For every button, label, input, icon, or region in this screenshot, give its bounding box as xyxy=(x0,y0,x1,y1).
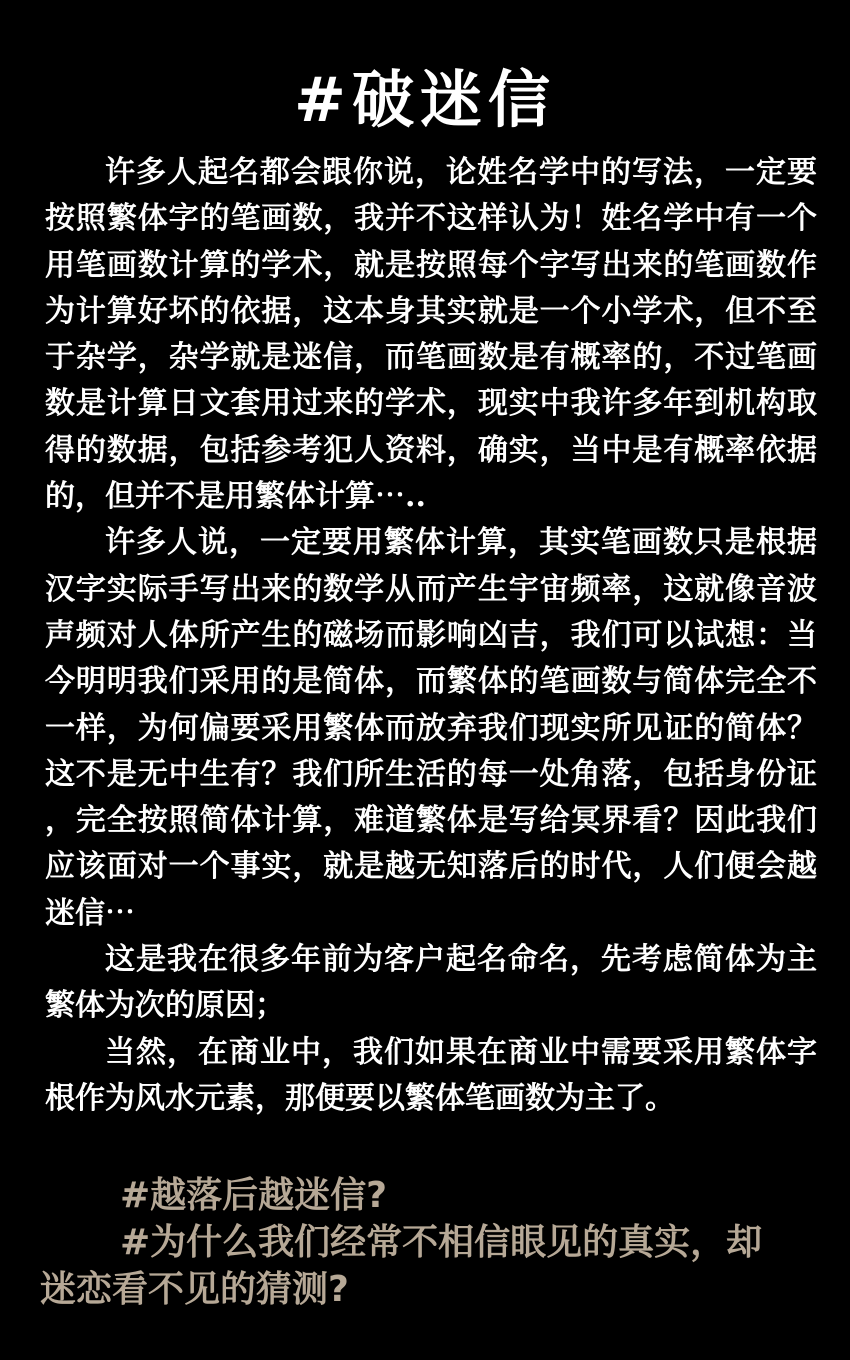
text-line: ，完全按照简体计算，难道繁体是写给冥界看？因此我们 xyxy=(45,803,817,839)
text-line: 许多人说，一定要用繁体计算，其实笔画数只是根据 xyxy=(105,525,817,561)
hashtag-line: #为什么我们经常不相信眼见的真实，却 xyxy=(120,1222,763,1263)
text-line: 为计算好坏的依据，这本身其实就是一个小学术，但不至 xyxy=(45,293,817,329)
article-body xyxy=(45,150,817,1122)
text-line: 应该面对一个事实，就是越无知落后的时代，人们便会越 xyxy=(45,849,817,885)
text-line: 这不是无中生有？我们所生活的每一处角落，包括身份证 xyxy=(45,756,817,792)
text-line: 声频对人体所产生的磁场而影响凶吉，我们可以试想：当 xyxy=(45,617,817,653)
text-line: 许多人起名都会跟你说，论姓名学中的写法，一定要 xyxy=(105,155,817,190)
text-line: 繁体为次的原因； xyxy=(45,988,285,1024)
text-line: 一样，为何偏要采用繁体而放弃我们现实所见证的简体？ xyxy=(45,710,817,746)
text-line: 得的数据，包括参考犯人资料，确实，当中是有概率依据 xyxy=(45,432,817,468)
text-line: 当然，在商业中，我们如果在商业中需要采用繁体字 xyxy=(105,1034,817,1070)
text-line: 按照繁体字的笔画数，我并不这样认为！姓名学中有一个 xyxy=(45,201,817,237)
text-line: 这是我在很多年前为客户起名命名，先考虑简体为主 xyxy=(105,942,817,978)
page-title: #破迷信 xyxy=(294,63,556,136)
text-line: 数是计算日文套用过来的学术，现实中我许多年到机构取 xyxy=(45,386,817,422)
text-line: 汉字实际手写出来的数学从而产生宇宙频率，这就像音波 xyxy=(45,571,817,607)
text-line: 根作为风水元素，那便要以繁体笔画数为主了。 xyxy=(45,1080,675,1116)
text-line: 用笔画数计算的学术，就是按照每个字写出来的笔画数作 xyxy=(45,247,817,283)
text-line: 于杂学，杂学就是迷信，而笔画数是有概率的，不过笔画 xyxy=(45,340,817,376)
hashtag-block xyxy=(40,1172,815,1313)
hashtag-line: #越落后越迷信? xyxy=(120,1175,388,1216)
text-line: 今明明我们采用的是简体，而繁体的笔画数与简体完全不 xyxy=(45,664,817,700)
hashtag-line: 迷恋看不见的猜测? xyxy=(40,1269,349,1310)
text-line: 的，但并不是用繁体计算⋯.. xyxy=(45,479,426,515)
text-line: 迷信⋯ xyxy=(45,895,135,931)
